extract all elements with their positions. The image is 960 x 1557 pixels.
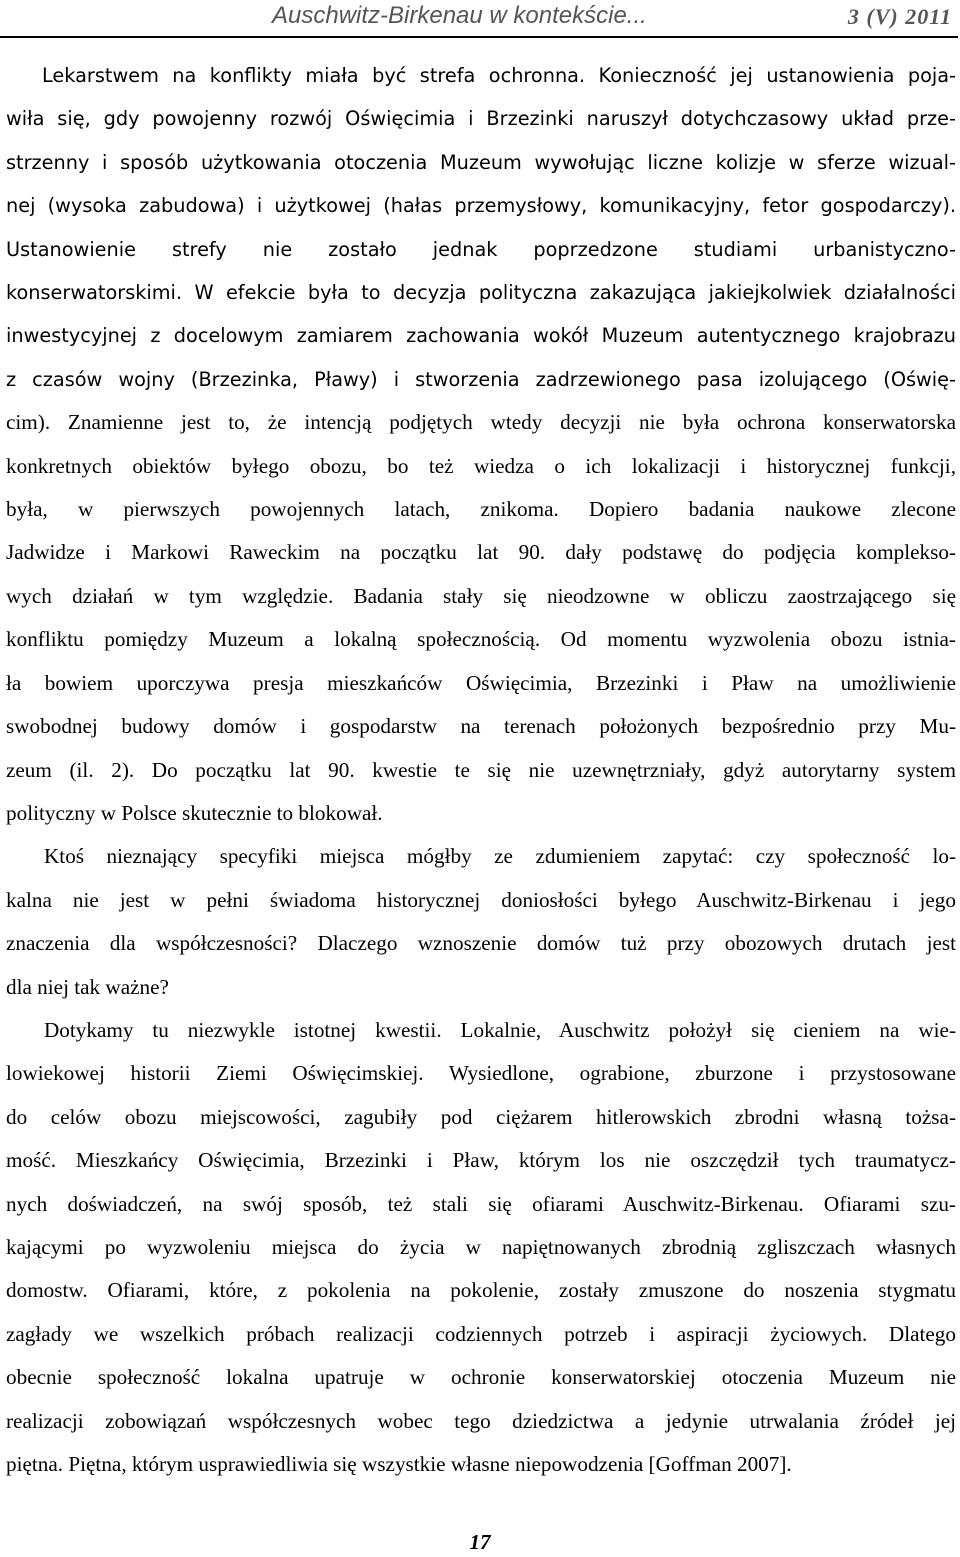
text-line: cim). Znamienne jest to, że intencją podjętych wtedy decyzji nie była ochrona konserwatorska bbox=[6, 410, 956, 435]
text-line: polityczny w Polsce skutecznie to blokował. bbox=[6, 800, 383, 825]
text-line: do celów obozu miejscowości, zagubiły pod ciężarem hitlerowskich zbrodni własną tożsa- bbox=[6, 1104, 956, 1129]
text-line: Jadwidze i Markowi Raweckim na początku lat 90. dały podstawę do podjęcia komplekso- bbox=[6, 540, 956, 565]
text-line: kalna nie jest w pełni świadoma historycznej doniosłości byłego Auschwitz-Birkenau i jego bbox=[6, 887, 956, 912]
text-line: inwestycyjnej z docelowym zamiarem zachowania wokół Muzeum autentycznego krajobrazu bbox=[6, 324, 956, 348]
text-line: wych działań w tym względzie. Badania stały się nieodzowne w obliczu zaostrzającego się bbox=[6, 583, 956, 608]
text-line: zagłady we wszelkich próbach realizacji codziennych potrzeb i aspiracji życiowych. Dlatego bbox=[6, 1321, 956, 1346]
text-line: mość. Mieszkańcy Oświęcimia, Brzezinki i Pław, którym los nie oszczędził tych traumatycz- bbox=[6, 1148, 956, 1173]
text-line: obecnie społeczność lokalna upatruje w ochronie konserwatorskiej otoczenia Muzeum nie bbox=[6, 1365, 956, 1390]
text-line: zeum (il. 2). Do początku lat 90. kwestie te się nie uzewnętrzniały, gdyż autorytarny system bbox=[6, 757, 956, 782]
text-line: wiła się, gdy powojenny rozwój Oświęcimia i Brzezinki naruszył dotychczasowy układ prze- bbox=[6, 107, 956, 131]
text-line: konkretnych obiektów byłego obozu, bo też wiedza o ich lokalizacji i historycznej funkcji, bbox=[6, 453, 956, 478]
paragraph bbox=[6, 1009, 956, 1486]
text-line: realizacji zobowiązań współczesnych wobec tego dziedzictwa a jedynie utrwalania źródeł jej bbox=[6, 1408, 956, 1433]
text-line: znaczenia dla współczesności? Dlaczego wznoszenie domów tuż przy obozowych drutach jest bbox=[6, 931, 956, 956]
text-line: ła bowiem uporczywa presja mieszkańców Oświęcimia, Brzezinki i Pław na umożliwienie bbox=[6, 670, 956, 695]
text-line: strzenny i sposób użytkowania otoczenia Muzeum wywołując liczne kolizje w sferze wizual- bbox=[6, 150, 956, 174]
text-line: Ktoś nieznający specyfiki miejsca mógłby ze zdumieniem zapytać: czy społeczność lo- bbox=[44, 844, 956, 869]
running-header bbox=[0, 0, 958, 38]
text-line: konfliktu pomiędzy Muzeum a lokalną społecznością. Od momentu wyzwolenia obozu istnia- bbox=[6, 627, 956, 652]
text-line: Lekarstwem na konflikty miała być strefa ochronna. Konieczność jej ustanowienia poja- bbox=[42, 64, 956, 87]
text-line: dla niej tak ważne? bbox=[6, 974, 169, 999]
text-line: piętna. Piętna, którym usprawiedliwia się wszystkie własne niepowodzenia [Goffman 2007]. bbox=[6, 1452, 792, 1476]
article-body bbox=[6, 54, 956, 1486]
paragraph bbox=[6, 54, 956, 835]
text-line: swobodnej budowy domów i gospodarstw na terenach położonych bezpośrednio przy Mu- bbox=[6, 714, 956, 739]
text-line: konserwatorskimi. W efekcie była to decyzja polityczna zakazująca jakiejkolwiek działalności bbox=[6, 281, 956, 305]
text-line: nej (wysoka zabudowa) i użytkowej (hałas przemysłowy, komunikacyjny, fetor gospodarczy). bbox=[6, 194, 956, 218]
running-header-title: Auschwitz-Birkenau w kontekście... bbox=[272, 2, 647, 29]
text-line: kającymi po wyzwoleniu miejsca do życia w napiętnowanych zbrodnią zgliszczach własnych bbox=[6, 1234, 956, 1259]
text-line: z czasów wojny (Brzezinka, Pławy) i stworzenia zadrzewionego pasa izolującego (Oświę- bbox=[6, 367, 956, 391]
running-header-issue: 3 (V) 2011 bbox=[847, 4, 952, 29]
text-line: domostw. Ofiarami, które, z pokolenia na pokolenie, zostały zmuszone do noszenia stygmatu bbox=[6, 1278, 956, 1303]
text-line: lowiekowej historii Ziemi Oświęcimskiej. Wysiedlone, ograbione, zburzone i przystosowane bbox=[6, 1061, 956, 1086]
text-line: Dotykamy tu niezwykle istotnej kwestii. Lokalnie, Auschwitz położył się cieniem na wie- bbox=[44, 1017, 956, 1042]
page-number: 17 bbox=[469, 1530, 491, 1554]
paragraph bbox=[6, 835, 956, 1009]
text-line: była, w pierwszych powojennych latach, znikoma. Dopiero badania naukowe zlecone bbox=[6, 497, 956, 522]
text-line: Ustanowienie strefy nie zostało jednak poprzedzone studiami urbanistyczno- bbox=[6, 237, 956, 261]
text-line: nych doświadczeń, na swój sposób, też stali się ofiarami Auschwitz-Birkenau. Ofiarami szu- bbox=[6, 1191, 956, 1216]
